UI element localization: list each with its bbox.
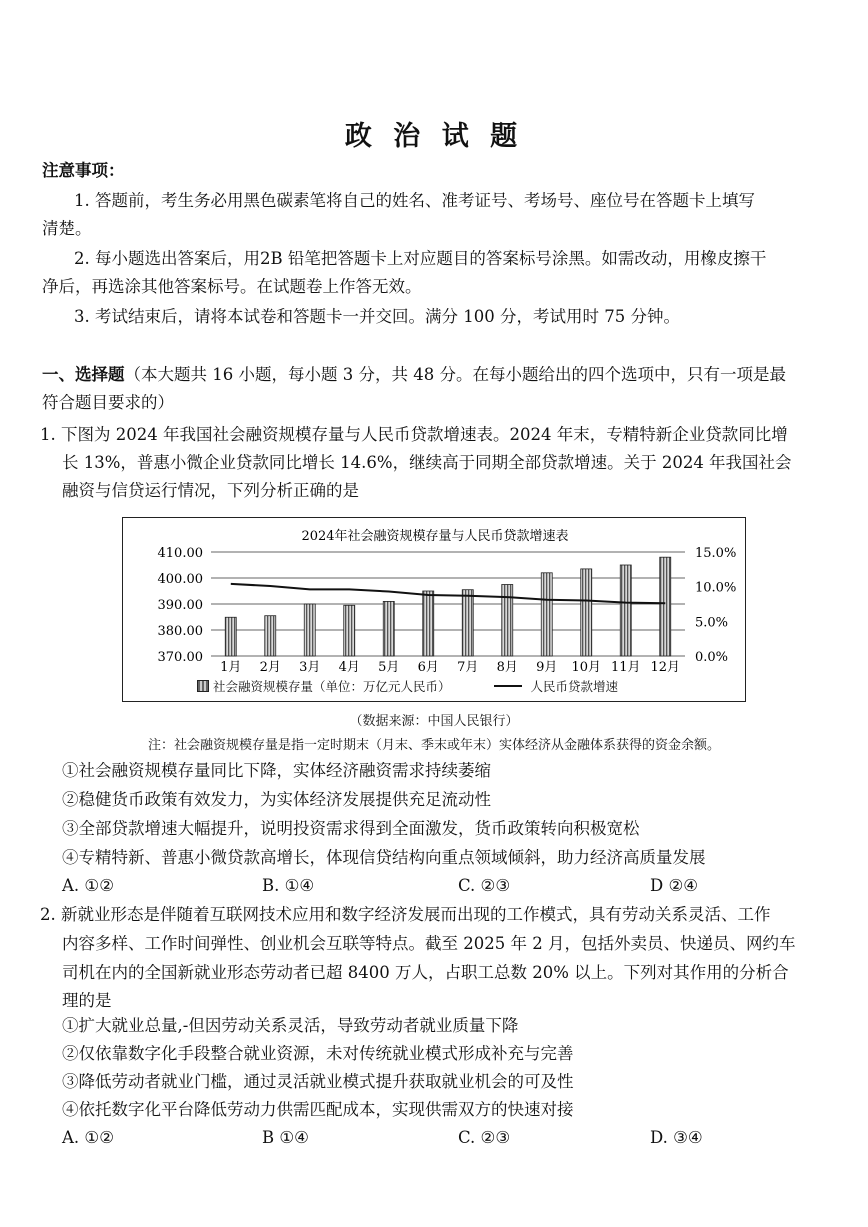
bar	[581, 569, 592, 656]
x-tick-label: 7月	[457, 660, 479, 675]
legend-line-swatch	[494, 685, 522, 687]
q2-stem: 2. 新就业形态是伴随着互联网技术应用和数字经济发展而出现的工作模式，具有劳动关系灵活、工作	[40, 905, 771, 924]
chart-title: 2024年社会融资规模存量与人民币贷款增速表	[301, 529, 569, 544]
q1-stem: 融资与信贷运行情况，下列分析正确的是	[62, 481, 359, 500]
q1-option-b: B. ①④	[262, 876, 315, 895]
q1-statement: ③全部贷款增速大幅提升，说明投资需求得到全面激发，货币政策转向积极宽松	[62, 819, 640, 838]
bar	[225, 617, 236, 656]
q1-chart	[122, 517, 746, 702]
q1-stem: 1. 下图为 2024 年我国社会融资规模存量与人民币贷款增速表。2024 年末，专精特新企业贷款同比增	[40, 425, 788, 444]
y-left-tick-label: 400.00	[157, 572, 203, 587]
x-tick-label: 2月	[259, 660, 281, 675]
bar	[620, 565, 631, 656]
x-tick-label: 9月	[536, 660, 558, 675]
q2-statement: ①扩大就业总量,-但因劳动关系灵活，导致劳动者就业质量下降	[62, 1016, 519, 1035]
y-left-tick-label: 390.00	[157, 598, 203, 613]
bar	[423, 591, 434, 656]
notice-line: 清楚。	[42, 219, 92, 238]
y-right-tick-label: 5.0%	[695, 615, 729, 631]
chart-note: 注：社会融资规模存量是指一定时期末（月末、季末或年末）实体经济从金融体系获得的资金余额。	[147, 738, 720, 753]
legend-line-label: 人民币贷款增速	[530, 679, 618, 694]
chart-svg	[123, 518, 747, 703]
y-right-tick-label: 10.0%	[695, 580, 737, 596]
x-tick-label: 10月	[571, 660, 602, 675]
y-right-tick-label: 15.0%	[695, 546, 737, 561]
x-tick-label: 12月	[650, 660, 681, 675]
y-left-tick-label: 410.00	[157, 546, 203, 561]
loan-growth-line	[231, 584, 666, 603]
notice-heading: 注意事项：	[42, 161, 125, 180]
notice-line: 3. 考试结束后，请将本试卷和答题卡一并交回。满分 100 分，考试用时 75 分钟。	[74, 307, 680, 326]
bar	[304, 604, 315, 656]
x-tick-label: 3月	[299, 660, 321, 675]
q2-option-b: B ①④	[262, 1128, 309, 1147]
y-left-tick-label: 370.00	[157, 650, 203, 665]
notice-line: 2. 每小题选出答案后，用2B 铅笔把答题卡上对应题目的答案标号涂黑。如需改动，用橡皮擦干	[74, 249, 767, 268]
q1-stem: 长 13%，普惠小微企业贷款同比增长 14.6%，继续高于同期全部贷款增速。关于 2024 年我国社会	[62, 453, 792, 472]
page-title: 政 治 试 题	[344, 121, 524, 152]
bar	[344, 605, 355, 656]
q2-statement: ④依托数字化平台降低劳动力供需匹配成本，实现供需双方的快速对接	[62, 1100, 574, 1119]
chart-legend	[197, 677, 697, 699]
section-desc-cont: 符合题目要求的）	[42, 393, 174, 412]
bar	[265, 616, 276, 656]
q1-option-d: D ②④	[650, 876, 699, 895]
legend-bar-swatch	[197, 680, 209, 692]
q1-option-a: A. ①②	[62, 876, 114, 895]
x-tick-label: 5月	[378, 660, 400, 675]
section-heading: 一、选择题	[42, 365, 125, 384]
q2-stem: 理的是	[62, 991, 112, 1010]
bar	[383, 601, 394, 656]
q2-option-d: D. ③④	[650, 1128, 703, 1147]
y-left-tick-label: 380.00	[157, 624, 203, 639]
chart-source: （数据来源：中国人民银行）	[349, 714, 519, 729]
notice-line: 净后，再选涂其他答案标号。在试题卷上作答无效。	[42, 277, 422, 296]
q2-stem: 内容多样、工作时间弹性、创业机会互联等特点。截至 2025 年 2 月，包括外卖员、快递员、网约车	[62, 934, 796, 953]
legend-bar-label: 社会融资规模存量（单位：万亿元人民币）	[212, 679, 451, 694]
x-tick-label: 4月	[338, 660, 360, 675]
q2-option-c: C. ②③	[458, 1128, 511, 1147]
q2-statement: ②仅依靠数字化手段整合就业资源，未对传统就业模式形成补充与完善	[62, 1044, 574, 1063]
q1-option-c: C. ②③	[458, 876, 511, 895]
q1-statement: ①社会融资规模存量同比下降，实体经济融资需求持续萎缩	[62, 761, 491, 780]
section-desc: （本大题共 16 小题，每小题 3 分，共 48 分。在每小题给出的四个选项中，只有一项是最	[124, 365, 786, 384]
x-tick-label: 8月	[496, 660, 518, 675]
section-heading-line	[42, 364, 786, 386]
x-tick-label: 6月	[417, 660, 439, 675]
bar	[502, 585, 513, 657]
x-tick-label: 1月	[220, 660, 242, 675]
bar	[541, 573, 552, 656]
notice-line: 1. 答题前，考生务必用黑色碳素笔将自己的姓名、准考证号、考场号、座位号在答题卡上填写	[74, 191, 755, 210]
q1-statement: ④专精特新、普惠小微贷款高增长，体现信贷结构向重点领域倾斜，助力经济高质量发展	[62, 848, 706, 867]
bar	[462, 590, 473, 656]
q2-stem: 司机在内的全国新就业形态劳动者已超 8400 万人，占职工总数 20% 以上。下列对其作用的分析合	[62, 963, 789, 982]
q2-option-a: A. ①②	[62, 1128, 114, 1147]
bar	[660, 557, 671, 656]
q2-statement: ③降低劳动者就业门槛，通过灵活就业模式提升获取就业机会的可及性	[62, 1072, 574, 1091]
q1-statement: ②稳健货币政策有效发力，为实体经济发展提供充足流动性	[62, 790, 491, 809]
y-right-tick-label: 0.0%	[695, 650, 729, 665]
x-tick-label: 11月	[610, 660, 641, 675]
